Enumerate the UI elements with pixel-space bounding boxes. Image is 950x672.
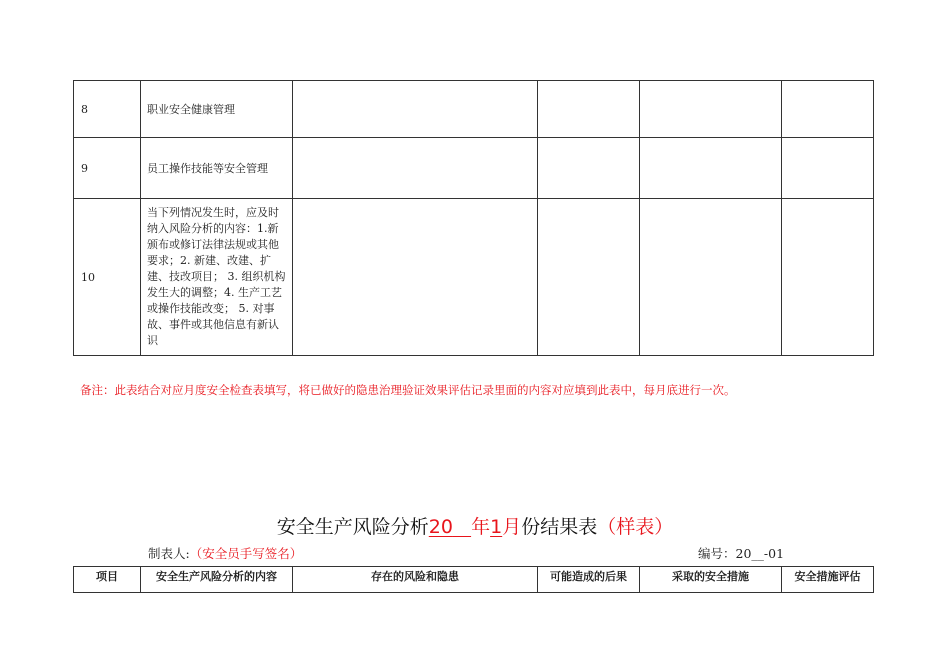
title-year: 20 [428,516,453,538]
page-title [0,512,950,539]
column-header-content: 安全生产风险分析的内容 [141,567,293,593]
preparer-field [148,544,302,562]
column-header-evaluation: 安全措施评估 [782,567,874,593]
title-sample-tag: （样表） [597,516,674,538]
results-table-header [73,566,874,593]
measure-cell [640,138,782,199]
analysis-content: 职业安全健康管理 [141,81,293,138]
remark-note: 备注：此表结合对应月度安全检查表填写，将已做好的隐患治理验证效果评估记录里面的内容对应填到此表中，每月底进行一次。 [80,383,736,397]
column-header-consequence: 可能造成的后果 [538,567,640,593]
table-row [74,199,874,356]
table-row [74,81,874,138]
measure-cell [640,199,782,356]
evaluation-cell [782,199,874,356]
item-number: 9 [74,138,141,199]
title-month-unit: 月 [502,516,522,538]
item-number: 8 [74,81,141,138]
item-number: 10 [74,199,141,356]
consequence-cell [538,81,640,138]
title-suffix: 份结果表 [521,516,598,538]
consequence-cell [538,199,640,356]
measure-cell [640,81,782,138]
column-header-measures: 采取的安全措施 [640,567,782,593]
document-number: 编号：20__-01 [698,546,785,561]
title-month: 1 [490,516,503,538]
risk-analysis-table-continued [73,80,874,356]
title-prefix: 安全生产风险分析 [276,516,429,538]
analysis-content: 员工操作技能等安全管理 [141,138,293,199]
analysis-content: 当下列情况发生时，应及时纳入风险分析的内容：1.新颁布或修订法律法规或其他要求；2. 新建、改建、扩建、技改项目； 3. 组织机构发生大的调整；4. 生产工艺或操作技能改变； 5. 对事故、事件或其他信息有新认识 [141,199,293,356]
column-header-item: 项目 [74,567,141,593]
evaluation-cell [782,81,874,138]
table-row [74,138,874,199]
risk-cell [293,81,538,138]
risk-cell [293,138,538,199]
risk-cell [293,199,538,356]
header-row [74,567,874,593]
column-header-risk: 存在的风险和隐患 [293,567,538,593]
preparer-label: 制表人: [148,546,190,561]
preparer-value: （安全员手写签名） [189,546,303,561]
title-year-unit: 年 [471,516,491,538]
consequence-cell [538,138,640,199]
evaluation-cell [782,138,874,199]
